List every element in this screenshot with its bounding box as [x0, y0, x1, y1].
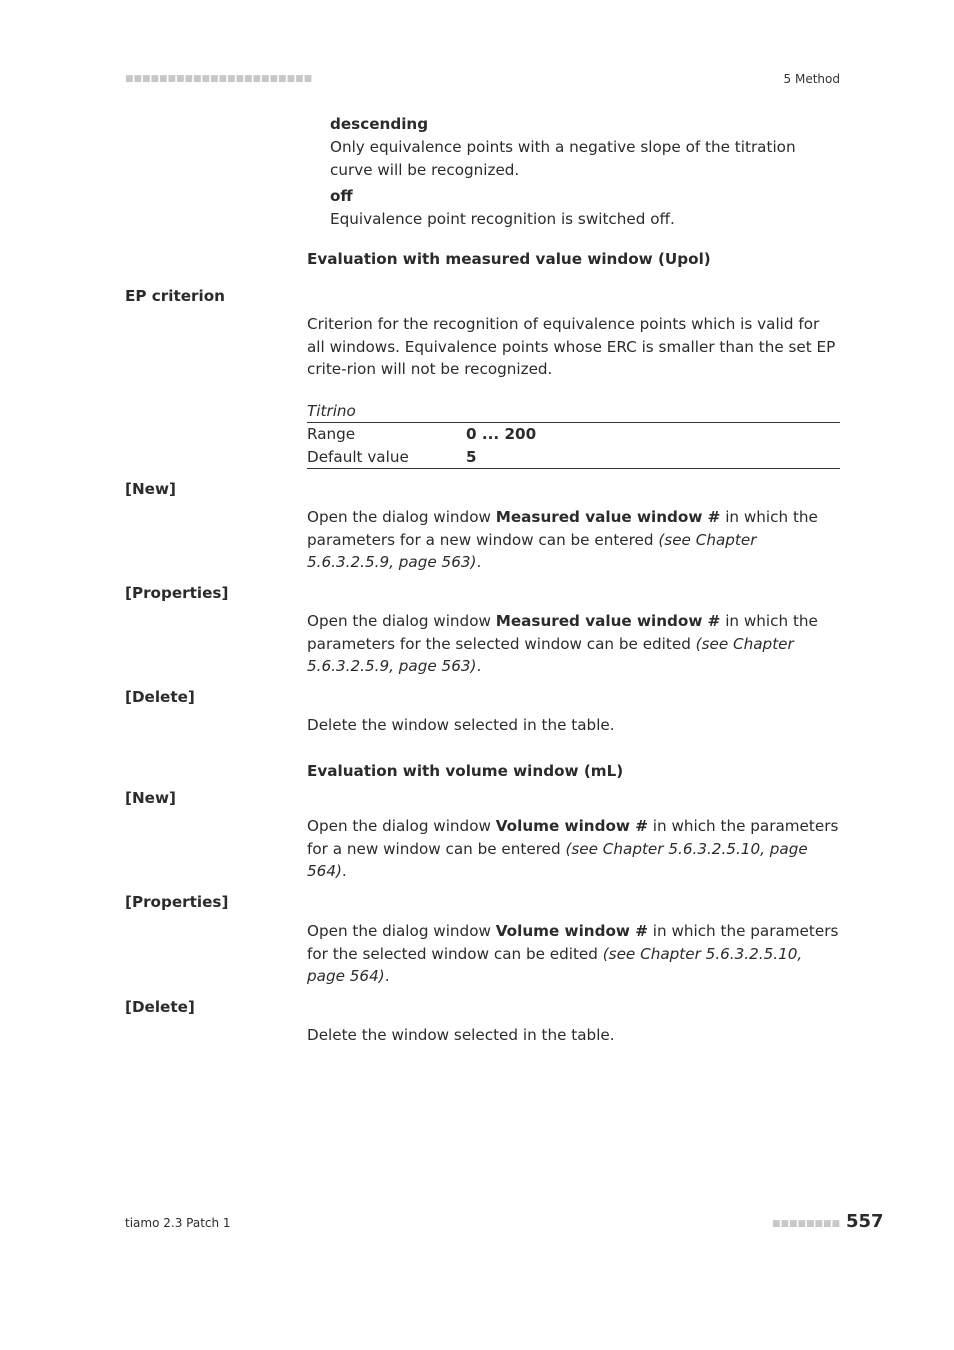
default-value: 5 — [466, 447, 477, 466]
upol-new-label: [New] — [125, 480, 176, 498]
volume-new-label: [New] — [125, 789, 176, 807]
footer-product: tiamo 2.3 Patch 1 — [125, 1216, 231, 1230]
default-label: Default value — [307, 447, 409, 466]
option-descending-term: descending — [330, 115, 429, 133]
cross-reference-link[interactable]: (see Chapter 5.6.3.2.5.9, page 563) — [307, 530, 757, 571]
volume-properties-label: [Properties] — [125, 893, 229, 911]
page-number: 557 — [846, 1211, 884, 1232]
upol-properties-label: [Properties] — [125, 584, 229, 602]
option-descending-text: Only equivalence points with a negative slope of the titration curve will be recognized. — [330, 138, 796, 179]
header-decoration: ■■■■■■■■■■■■■■■■■■■■■■ — [125, 74, 313, 84]
ep-criterion-table — [307, 400, 840, 469]
volume-delete-text: Delete the window selected in the table. — [307, 1026, 615, 1044]
footer-decoration: ■■■■■■■■ — [772, 1219, 841, 1229]
upol-delete-label: [Delete] — [125, 688, 195, 706]
range-label: Range — [307, 425, 356, 443]
option-off-term: off — [330, 187, 353, 205]
upol-new-text: Open the dialog window Measured value window # in which the parameters for a new window can be entered (see Chapter 5.6.3.2.5.9, page 563). — [307, 508, 818, 571]
range-value: 0 ... 200 — [466, 425, 537, 443]
table-row — [307, 446, 840, 470]
ep-criterion-label: EP criterion — [125, 287, 225, 305]
table-caption: Titrino — [307, 400, 840, 423]
section-heading-upol: Evaluation with measured value window (Upol) — [307, 250, 711, 268]
cross-reference-link[interactable]: (see Chapter 5.6.3.2.5.9, page 563) — [307, 634, 794, 675]
section-heading-volume: Evaluation with volume window (mL) — [307, 762, 624, 780]
upol-properties-text: Open the dialog window Measured value window # in which the parameters for the selected window can be edited (see Chapter 5.6.3.2.5.9, page 563). — [307, 612, 818, 675]
cross-reference-link[interactable]: (see Chapter 5.6.3.2.5.10, page 564) — [307, 944, 803, 985]
option-off-text: Equivalence point recognition is switched off. — [330, 210, 675, 228]
chapter-title: 5 Method — [783, 72, 840, 86]
upol-delete-text: Delete the window selected in the table. — [307, 716, 615, 734]
table-row — [307, 423, 840, 446]
volume-new-text: Open the dialog window Volume window # in which the parameters for a new window can be entered (see Chapter 5.6.3.2.5.10, page 564). — [307, 817, 839, 880]
cross-reference-link[interactable]: (see Chapter 5.6.3.2.5.10, page 564) — [307, 839, 808, 880]
volume-properties-text: Open the dialog window Volume window # in which the parameters for the selected window can be edited (see Chapter 5.6.3.2.5.10, page 564). — [307, 922, 839, 985]
ep-criterion-text: Criterion for the recognition of equivalence points which is valid for all windows. Equivalence points whose ERC is smaller than the set EP crite-rion will not be recognized. — [307, 315, 836, 378]
volume-delete-label: [Delete] — [125, 998, 195, 1016]
